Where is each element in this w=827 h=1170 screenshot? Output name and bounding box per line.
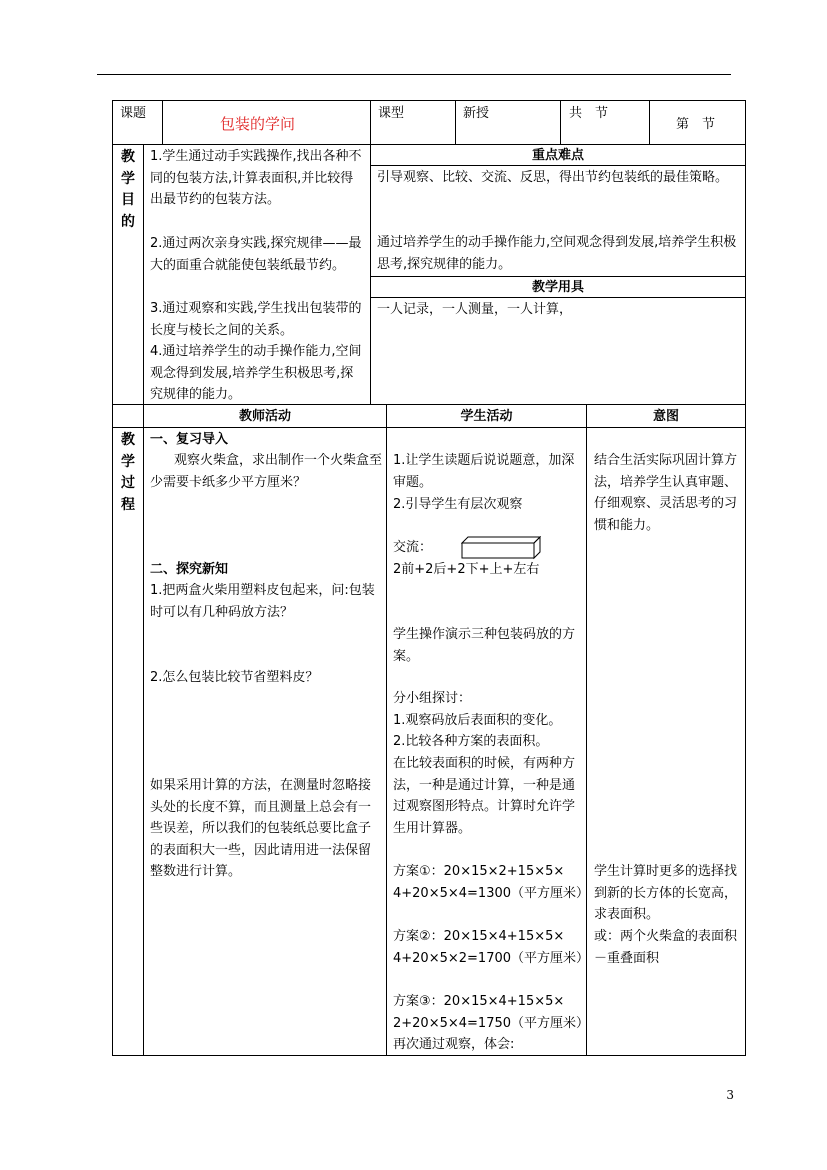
process-side-label: 教学过程	[121, 432, 135, 513]
type-value: 新授	[463, 106, 490, 121]
plan-2-line-1: 方案②：20×15×4+15×5×	[393, 929, 565, 944]
tools-heading-cell	[370, 276, 746, 298]
teacher-heading: 教师活动	[238, 409, 291, 424]
section-2-title: 二、探究新知	[150, 562, 229, 577]
student-heading-cell	[386, 404, 587, 428]
matchbox-side-face	[534, 537, 540, 558]
section-2-note: 如果采用计算的方法，在测量时忽略接头处的长度不算，而且测量上总会有一些误差，所以我们的包装纸总要比盒子的表面积大一些，因此请用进一法保留整数进行计算。	[150, 778, 372, 880]
type-value-cell	[455, 100, 561, 145]
teacher-activity-cell	[143, 427, 387, 1056]
goal-1: 1.学生通过动手实践操作,找出各种不同的包装方法,计算表面积,并比较得出最节约的包装方法。	[150, 149, 362, 208]
student-step-1: 1.让学生读题后说说题意，加深审题。	[393, 453, 575, 490]
goal-4: 4.通过培养学生的动手操作能力,空间观念得到发展,培养学生积极思考,探究规律的能力。	[150, 344, 362, 403]
key-point-2: 通过培养学生的动手操作能力,空间观念得到发展,培养学生积极思考,探究规律的能力。	[377, 235, 737, 272]
tools-cell	[370, 297, 746, 405]
goals-side-cell	[112, 144, 144, 405]
plan-2-line-2: 4+20×5×2=1700（平方厘米）	[393, 951, 590, 966]
intent-heading-cell	[586, 404, 746, 428]
intent-2: 学生计算时更多的选择找到新的长方体的长宽高，求表面积。	[594, 864, 738, 923]
observe-again: 再次通过观察，体会:	[393, 1037, 515, 1052]
student-step-2: 2.引导学生有层次观察	[393, 497, 523, 512]
student-demo: 学生操作演示三种包装码放的方案。	[393, 627, 576, 664]
matchbox-sketch	[461, 536, 541, 560]
section-1-text: 观察火柴盒，求出制作一个火柴盒至少需要卡纸多少平方厘米？	[150, 453, 383, 490]
matchbox-top-face	[462, 537, 540, 543]
intent-1: 结合生活实际巩固计算方法，培养学生认真审题、仔细观察、灵活思考的习惯和能力。	[594, 453, 738, 533]
group-task-1: 1.观察码放后表面积的变化。	[393, 713, 562, 728]
intent-3: 或：两个火柴盒的表面积－重叠面积	[594, 929, 738, 966]
intent-heading: 意图	[652, 409, 679, 424]
key-points-cell	[370, 165, 746, 277]
lesson-number-cell	[649, 100, 746, 145]
matchbox-front-face	[462, 543, 534, 558]
course-title: 包装的学问	[220, 115, 296, 133]
course-title-cell	[162, 100, 371, 145]
student-heading: 学生活动	[460, 409, 513, 424]
intent-cell	[586, 427, 746, 1056]
tools-text: 一人记录，一人测量，一人计算，	[377, 302, 573, 317]
tools-heading: 教学用具	[531, 280, 584, 295]
section-1-title: 一、复习导入	[150, 432, 229, 447]
exchange-formula: 2前+2后+2下+上+左右	[393, 562, 540, 577]
key-point-1: 引导观察、比较、交流、反思，得出节约包装纸的最佳策略。	[377, 170, 729, 185]
plan-1-line-2: 4+20×5×4=1300（平方厘米）	[393, 886, 590, 901]
key-points-heading: 重点难点	[531, 148, 584, 163]
course-label-cell	[112, 100, 163, 145]
type-label: 课型	[378, 106, 405, 121]
group-task-2: 2.比较各种方案的表面积。	[393, 734, 549, 749]
goal-3: 3.通过观察和实践,学生找出包装带的长度与棱长之间的关系。	[150, 301, 362, 338]
plan-3-line-2: 2+20×5×4=1750（平方厘米）	[393, 1016, 590, 1031]
total-lessons-cell	[560, 100, 650, 145]
header-rule	[97, 74, 731, 75]
lesson-number-label: 第 节	[676, 117, 716, 132]
section-2-question-2: 2.怎么包装比较节省塑料皮？	[150, 670, 319, 685]
goals-side-label: 教学目的	[121, 149, 135, 230]
goals-cell	[143, 144, 371, 405]
process-heading-spacer	[112, 404, 144, 428]
total-lessons-label: 共 节	[569, 106, 609, 121]
key-points-heading-cell	[370, 144, 746, 166]
page-number: 3	[726, 1088, 734, 1102]
course-label: 课题	[120, 106, 147, 121]
group-discussion: 分小组探讨：	[393, 691, 472, 706]
group-task-3: 在比较表面积的时候，有两种方法，一种是通过计算，一种是通过观察图形特点。计算时允许学生用计算器。	[393, 756, 576, 836]
type-label-cell	[370, 100, 456, 145]
plan-3-line-1: 方案③：20×15×4+15×5×	[393, 994, 565, 1009]
exchange-label: 交流：	[393, 540, 433, 555]
plan-1-line-1: 方案①：20×15×2+15×5×	[393, 864, 565, 879]
process-side-cell	[112, 427, 144, 1056]
section-2-question-1: 1.把两盒火柴用塑料皮包起来，问:包装时可以有几种码放方法？	[150, 583, 375, 620]
student-activity-cell	[386, 427, 590, 1056]
teacher-heading-cell	[143, 404, 387, 428]
goal-2: 2.通过两次亲身实践,探究规律——最大的面重合就能使包装纸最节约。	[150, 236, 362, 273]
